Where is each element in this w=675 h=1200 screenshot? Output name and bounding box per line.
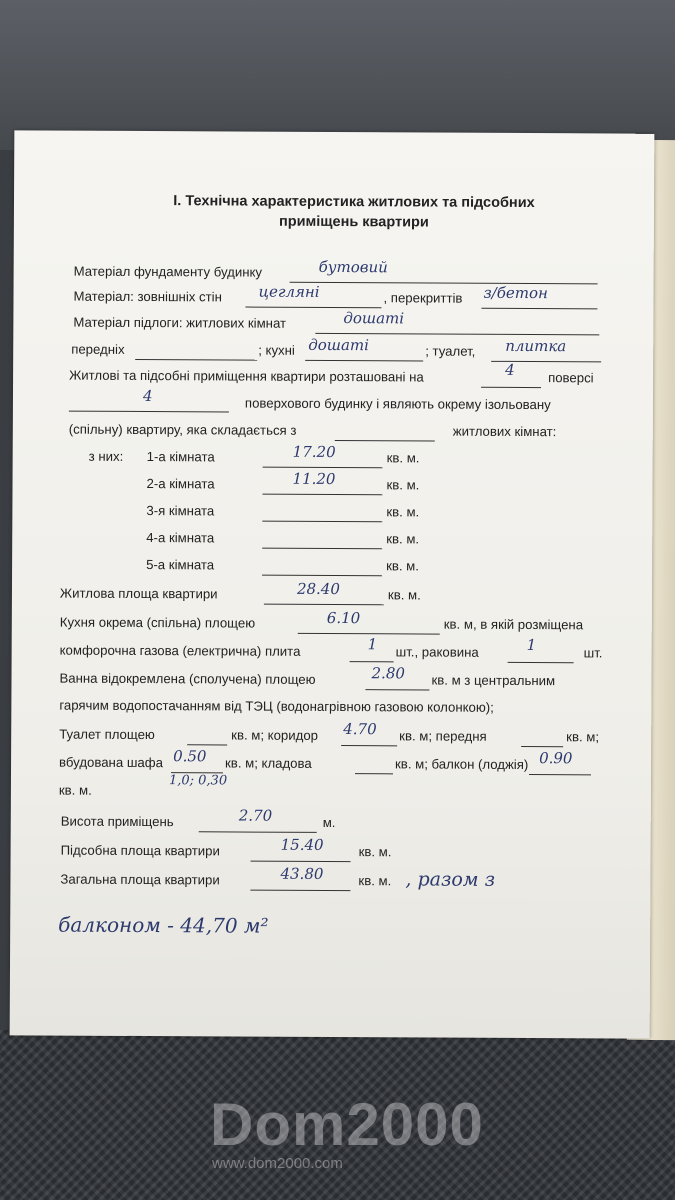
value-wardrobe: 0.50 xyxy=(173,747,207,766)
value-balcony: 0.90 xyxy=(539,749,573,768)
line-room-count xyxy=(335,440,435,442)
line-bath xyxy=(365,689,429,690)
value-bath: 2.80 xyxy=(371,664,405,683)
label-bath: Ванна відокремлена (сполучена) площею xyxy=(59,670,316,687)
line-floors xyxy=(481,308,597,310)
value-living-area: 28.40 xyxy=(296,579,340,599)
value-kitchen-area: 6.10 xyxy=(326,608,361,628)
label-shared: (спільну) квартиру, яка складається з xyxy=(68,421,297,438)
value-room2: 11.20 xyxy=(292,469,336,489)
label-foundation: Матеріал фундаменту будинку xyxy=(73,263,263,280)
label-walls: Матеріал: зовнішніх стін xyxy=(73,288,222,305)
value-floors: з/бетон xyxy=(483,283,548,303)
label-toilet: ; туалет, xyxy=(425,343,476,359)
line-foundation xyxy=(290,282,598,285)
value-toilet: плитка xyxy=(505,336,567,356)
label-height: Висота приміщень xyxy=(60,813,174,830)
label-kitchen-tail: кв. м, в якій розміщена xyxy=(443,616,584,633)
label-pcs-sink: шт., раковина xyxy=(395,644,479,660)
line-room3 xyxy=(262,521,382,523)
line-total-area xyxy=(250,890,350,892)
watermark-url: www.dom2000.com xyxy=(212,1155,343,1172)
value-kitchen: дошаті xyxy=(308,335,370,355)
label-sqm-living: кв. м. xyxy=(387,587,421,603)
label-room4: 4-а кімната xyxy=(146,530,215,546)
label-pcs: шт. xyxy=(583,645,603,661)
label-located: Житлові та підсобні приміщення квартири розташовані на xyxy=(69,367,424,385)
label-height-m: м. xyxy=(322,814,336,831)
value-total-note2: балконом - 44,70 м² xyxy=(58,912,269,938)
line-toilet-area xyxy=(187,744,227,745)
line-kitchen xyxy=(305,360,423,362)
label-sqm-end: кв. м; xyxy=(566,729,600,745)
line-stove xyxy=(350,661,394,662)
label-sqm-total: кв. м. xyxy=(358,873,392,889)
line-storeroom xyxy=(355,773,393,774)
line-living-area xyxy=(264,604,384,606)
label-room2: 2-а кімната xyxy=(146,476,215,492)
label-total-area: Загальна площа квартири xyxy=(60,871,220,888)
line-room4 xyxy=(262,548,382,550)
value-foundation: бутовий xyxy=(318,257,388,277)
label-room5: 5-а кімната xyxy=(146,557,215,573)
label-aux-area: Підсобна площа квартири xyxy=(60,842,220,859)
label-floor-material: Матеріал підлоги: житлових кімнат xyxy=(73,314,287,331)
line-hall-area xyxy=(521,746,563,747)
label-living-area: Житлова площа квартири xyxy=(59,585,218,602)
label-sqm-room2: кв. м. xyxy=(386,477,420,493)
label-of-them: з них: xyxy=(88,448,124,464)
label-living-rooms: житлових кімнат: xyxy=(452,423,557,440)
label-sqm-hall: кв. м; передня xyxy=(399,728,487,744)
label-stove: комфорочна газова (електрична) плита xyxy=(59,642,301,659)
line-corridor xyxy=(341,745,397,746)
value-sub-note: 1,0; 0,30 xyxy=(168,773,228,789)
background-top xyxy=(0,0,675,150)
line-aux-area xyxy=(251,861,351,863)
document-title-line2: приміщень квартири xyxy=(278,213,429,231)
label-sqm-room4: кв. м. xyxy=(386,531,420,547)
line-hall xyxy=(135,359,257,361)
label-bath-tail: кв. м з центральним xyxy=(431,672,556,689)
label-sqm-corridor: кв. м; коридор xyxy=(231,727,319,743)
value-total-note: , разом з xyxy=(405,868,496,891)
label-kitchen: ; кухні xyxy=(258,342,295,358)
label-hall: передніх xyxy=(71,341,125,357)
line-room5 xyxy=(262,575,382,577)
line-storeys xyxy=(69,411,229,413)
line-sink xyxy=(508,662,574,663)
value-floor-no: 4 xyxy=(505,360,515,379)
value-stove: 1 xyxy=(367,635,378,654)
label-sqm-room1: кв. м. xyxy=(386,450,420,466)
line-room1 xyxy=(263,467,383,469)
label-kitchen-area: Кухня окрема (спільна) площею xyxy=(59,614,256,631)
value-storeys: 4 xyxy=(142,387,153,406)
line-floor-material xyxy=(315,333,599,335)
label-floors: , перекриттів xyxy=(383,290,463,306)
value-floor-material: дошаті xyxy=(343,309,405,328)
line-floor-no xyxy=(481,387,541,388)
value-aux-area: 15.40 xyxy=(280,835,324,854)
value-walls: цегляні xyxy=(258,282,320,301)
label-sqm-room5: кв. м. xyxy=(386,558,419,574)
line-height xyxy=(199,831,317,833)
label-toilet-area: Туалет площею xyxy=(59,726,155,743)
document-page xyxy=(10,130,655,1038)
line-room2 xyxy=(262,494,382,496)
line-walls xyxy=(245,307,381,309)
value-room1: 17.20 xyxy=(292,442,336,462)
label-hot-water: гарячим водопостачанням від ТЭЦ (водонагрівною газовою колонкою); xyxy=(59,697,494,715)
label-sqm-room3: кв. м. xyxy=(386,504,420,520)
document-title-line1: І. Технічна характеристика житлових та підсобних xyxy=(173,193,535,212)
value-corridor: 4.70 xyxy=(343,720,377,739)
label-sqm-aux: кв. м. xyxy=(358,844,392,860)
label-room3: 3-я кімната xyxy=(146,503,215,519)
line-balcony xyxy=(529,774,591,775)
label-wardrobe: вбудована шафа xyxy=(59,754,163,771)
label-sqm-line: кв. м. xyxy=(58,782,92,798)
value-total-area: 43.80 xyxy=(280,864,324,883)
label-storeroom: кв. м; кладова xyxy=(225,755,312,771)
label-storey-building: поверхового будинку і являють окрему ізольовану xyxy=(244,395,551,413)
watermark-logo: Dom2000 xyxy=(210,1091,484,1158)
value-sink: 1 xyxy=(526,636,537,655)
label-balcony: кв. м; балкон (лоджія) xyxy=(395,756,529,773)
label-room1: 1-а кімната xyxy=(146,449,215,465)
value-height: 2.70 xyxy=(238,806,273,825)
label-floor-word: поверсі xyxy=(548,370,594,386)
